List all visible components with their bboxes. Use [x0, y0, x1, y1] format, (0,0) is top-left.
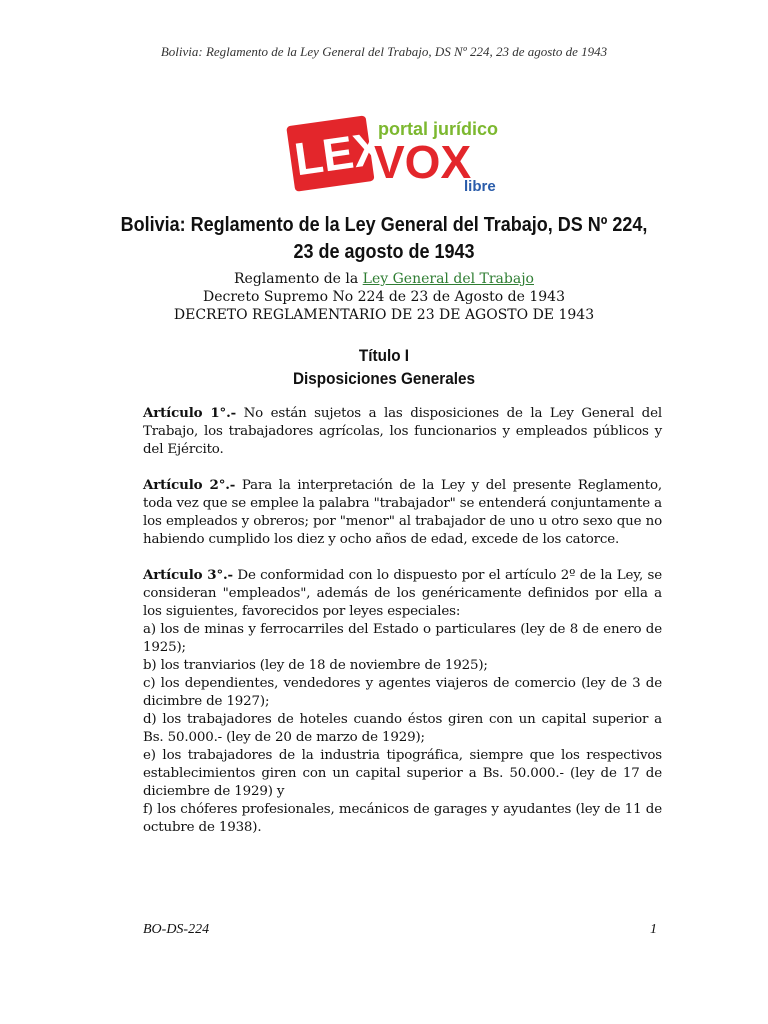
- document-body: [143, 404, 662, 854]
- title-line-2: 23 de agosto de 1943: [293, 241, 475, 263]
- article-text: De conformidad con lo dispuesto por el artículo 2º de la Ley, se consideran "empleados", además de los genéricamente definidos por ella a los siguientes, favorecidos por leyes especiales:: [143, 568, 662, 619]
- article-text: No están sujetos a las disposiciones de la Ley General del Trabajo, los trabajadores agrícolas, los funcionarios y empleados públicos y del Ejército.: [143, 406, 662, 457]
- list-item: e) los trabajadores de la industria tipográfica, siempre que los respectivos establecimientos giren con un capital superior a Bs. 50.000.- (ley de 17 de diciembre de 1929) y: [143, 748, 662, 799]
- logo-lex-text: LEX: [291, 121, 388, 186]
- article-label: Artículo 1°.-: [143, 405, 237, 421]
- subtitle-decree: Decreto Supremo No 224 de 23 de Agosto de 1943: [202, 289, 565, 305]
- list-item: d) los trabajadores de hoteles cuando éstos giren con un capital superior a Bs. 50.000.- (ley de 20 de marzo de 1929);: [143, 712, 662, 745]
- section-title: Título I: [358, 346, 410, 365]
- logo-vox-text: VOX: [374, 136, 472, 188]
- ley-general-link[interactable]: Ley General del Trabajo: [362, 271, 534, 287]
- logo-portal-text: portal jurídico: [378, 119, 499, 139]
- logo-libre-text: libre: [464, 178, 496, 195]
- section-subtitle: Disposiciones Generales: [293, 369, 475, 388]
- article-text: Para la interpretación de la Ley y del presente Reglamento, toda vez que se emplee la palabra "trabajador" se entenderá conjuntamente a los empleados y obreros; por "menor" al trabajador de uno u otro sexo que no habiendo cumplido los diez y ocho años de edad, excede de los catorce.: [143, 478, 662, 547]
- document-title: [110, 212, 657, 266]
- article-label: Artículo 2°.-: [143, 477, 236, 493]
- list-item: c) los dependientes, vendedores y agentes viajeros de comercio (ley de 3 de dicimbre de 1927);: [143, 676, 662, 709]
- list-item: b) los tranviarios (ley de 18 de noviembre de 1925);: [143, 658, 488, 673]
- document-subtitle: [80, 270, 688, 324]
- subtitle-regulation: DECRETO REGLAMENTARIO DE 23 DE AGOSTO DE 1943: [173, 307, 595, 323]
- list-item: f) los chóferes profesionales, mecánicos de garages y ayudantes (ley de 11 de octubre de 1938).: [143, 802, 662, 835]
- section-heading: [110, 344, 657, 390]
- running-header: Bolivia: Reglamento de la Ley General del Trabajo, DS Nº 224, 23 de agosto de 1943: [160, 44, 608, 59]
- lexivox-logo[interactable]: [282, 103, 512, 195]
- subtitle-prefix: Reglamento de la: [234, 271, 363, 287]
- lexivox-logo-graphic: [282, 103, 512, 195]
- article-2: [143, 476, 662, 549]
- article-1: [143, 404, 662, 459]
- footer-document-code: BO-DS-224: [143, 922, 210, 937]
- list-item: a) los de minas y ferrocarriles del Estado o particulares (ley de 8 de enero de 1925);: [143, 622, 662, 655]
- article-label: Artículo 3°.-: [143, 567, 233, 583]
- footer-page-number: 1: [650, 922, 657, 937]
- title-line-1: Bolivia: Reglamento de la Ley General del Trabajo, DS Nº 224,: [120, 214, 648, 236]
- article-3: [143, 566, 662, 837]
